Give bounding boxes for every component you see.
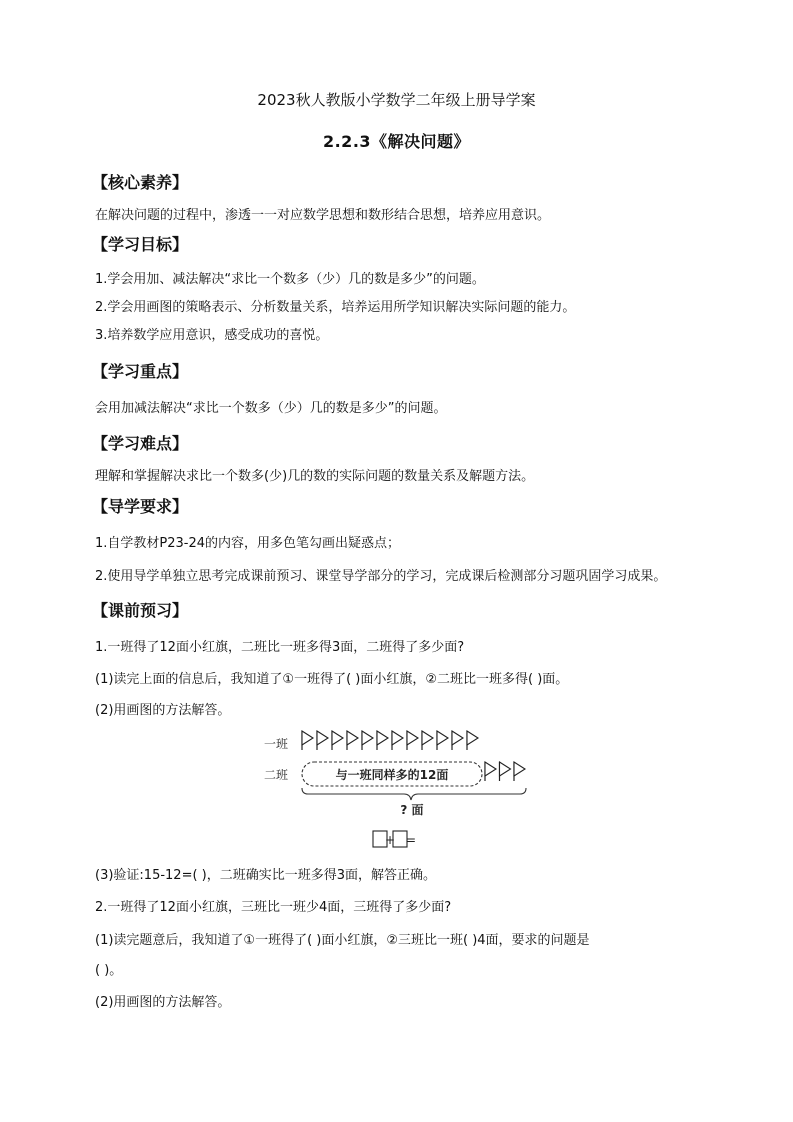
flag-row2-extra [514,762,525,781]
flag-row1 [362,731,373,750]
requirement-item-1: 1.自学教材P23-24的内容，用多色笔勾画出疑惑点； [95,536,401,551]
preview-q1-part-b: (2)用画图的方法解答。 [95,703,231,718]
flag-row1 [302,731,313,750]
flag-row1 [392,731,403,750]
preview-question-1: 1.一班得了12面小红旗，二班比一班多得3面，二班得了多少面? [95,640,465,655]
heading-requirements: 【导学要求】 [92,497,189,516]
row2-label: 二班 [264,768,289,782]
preview-q2-part-b: (2)用画图的方法解答。 [95,995,231,1010]
preview-q2-part-a-cont: ( )。 [95,963,123,978]
heading-key: 【学习重点】 [92,362,189,381]
flag-row1 [467,731,478,750]
flag-row2-extra [485,762,496,781]
flag-diagram [262,726,532,851]
heading-difficulty: 【学习难点】 [92,434,189,453]
brace-label: ? 面 [400,803,424,817]
goal-item-3: 3.培养数学应用意识，感受成功的喜悦。 [95,328,329,343]
preview-q1-part-a: (1)读完上面的信息后，我知道了①一班得了( )面小红旗，②二班比一班多得( )面。 [95,672,569,687]
total-brace [302,788,526,800]
document-subtitle: 2.2.3《解决问题》 [322,132,471,151]
goal-item-2: 2.学会用画图的策略表示、分析数量关系，培养运用所学知识解决实际问题的能力。 [95,300,576,315]
document-title: 2023秋人教版小学数学二年级上册导学案 [257,91,536,109]
flag-row1 [452,731,463,750]
row1-flags [302,731,478,750]
answer-box-2 [393,831,407,847]
key-text: 会用加减法解决“求比一个数多（少）几的数是多少”的问题。 [95,401,447,416]
row1-label: 一班 [264,737,289,751]
goal-item-1: 1.学会用加、减法解决“求比一个数多（少）几的数是多少”的问题。 [95,272,485,287]
requirement-item-2: 2.使用导学单独立思考完成课前预习、课堂导学部分的学习，完成课后检测部分习题巩固学习成果。 [95,569,667,584]
row2-extra-flags [485,762,525,781]
difficulty-text: 理解和掌握解决求比一个数多(少)几的数的实际问题的数量关系及解题方法。 [95,469,535,484]
preview-question-2: 2.一班得了12面小红旗，三班比一班少4面，三班得了多少面? [95,900,452,915]
flag-row1 [437,731,448,750]
flag-row2-extra [500,762,511,781]
core-text: 在解决问题的过程中，渗透一一对应数学思想和数形结合思想，培养应用意识。 [95,208,551,223]
plus-sign: + [384,833,396,847]
heading-preview: 【课前预习】 [92,601,189,620]
flag-row1 [377,731,388,750]
heading-goals: 【学习目标】 [92,235,189,254]
flag-row1 [332,731,343,750]
equal-amount-text: 与一班同样多的12面 [335,768,449,782]
flag-row1 [317,731,328,750]
equals-sign: = [405,833,417,847]
preview-q2-part-a: (1)读完题意后，我知道了①一班得了( )面小红旗，②三班比一班( )4面，要求的问题是 [95,933,590,948]
heading-core: 【核心素养】 [92,173,189,192]
flag-row1 [422,731,433,750]
flag-row1 [347,731,358,750]
preview-q1-part-c: (3)验证:15-12=( )，二班确实比一班多得3面，解答正确。 [95,868,437,883]
flag-row1 [407,731,418,750]
